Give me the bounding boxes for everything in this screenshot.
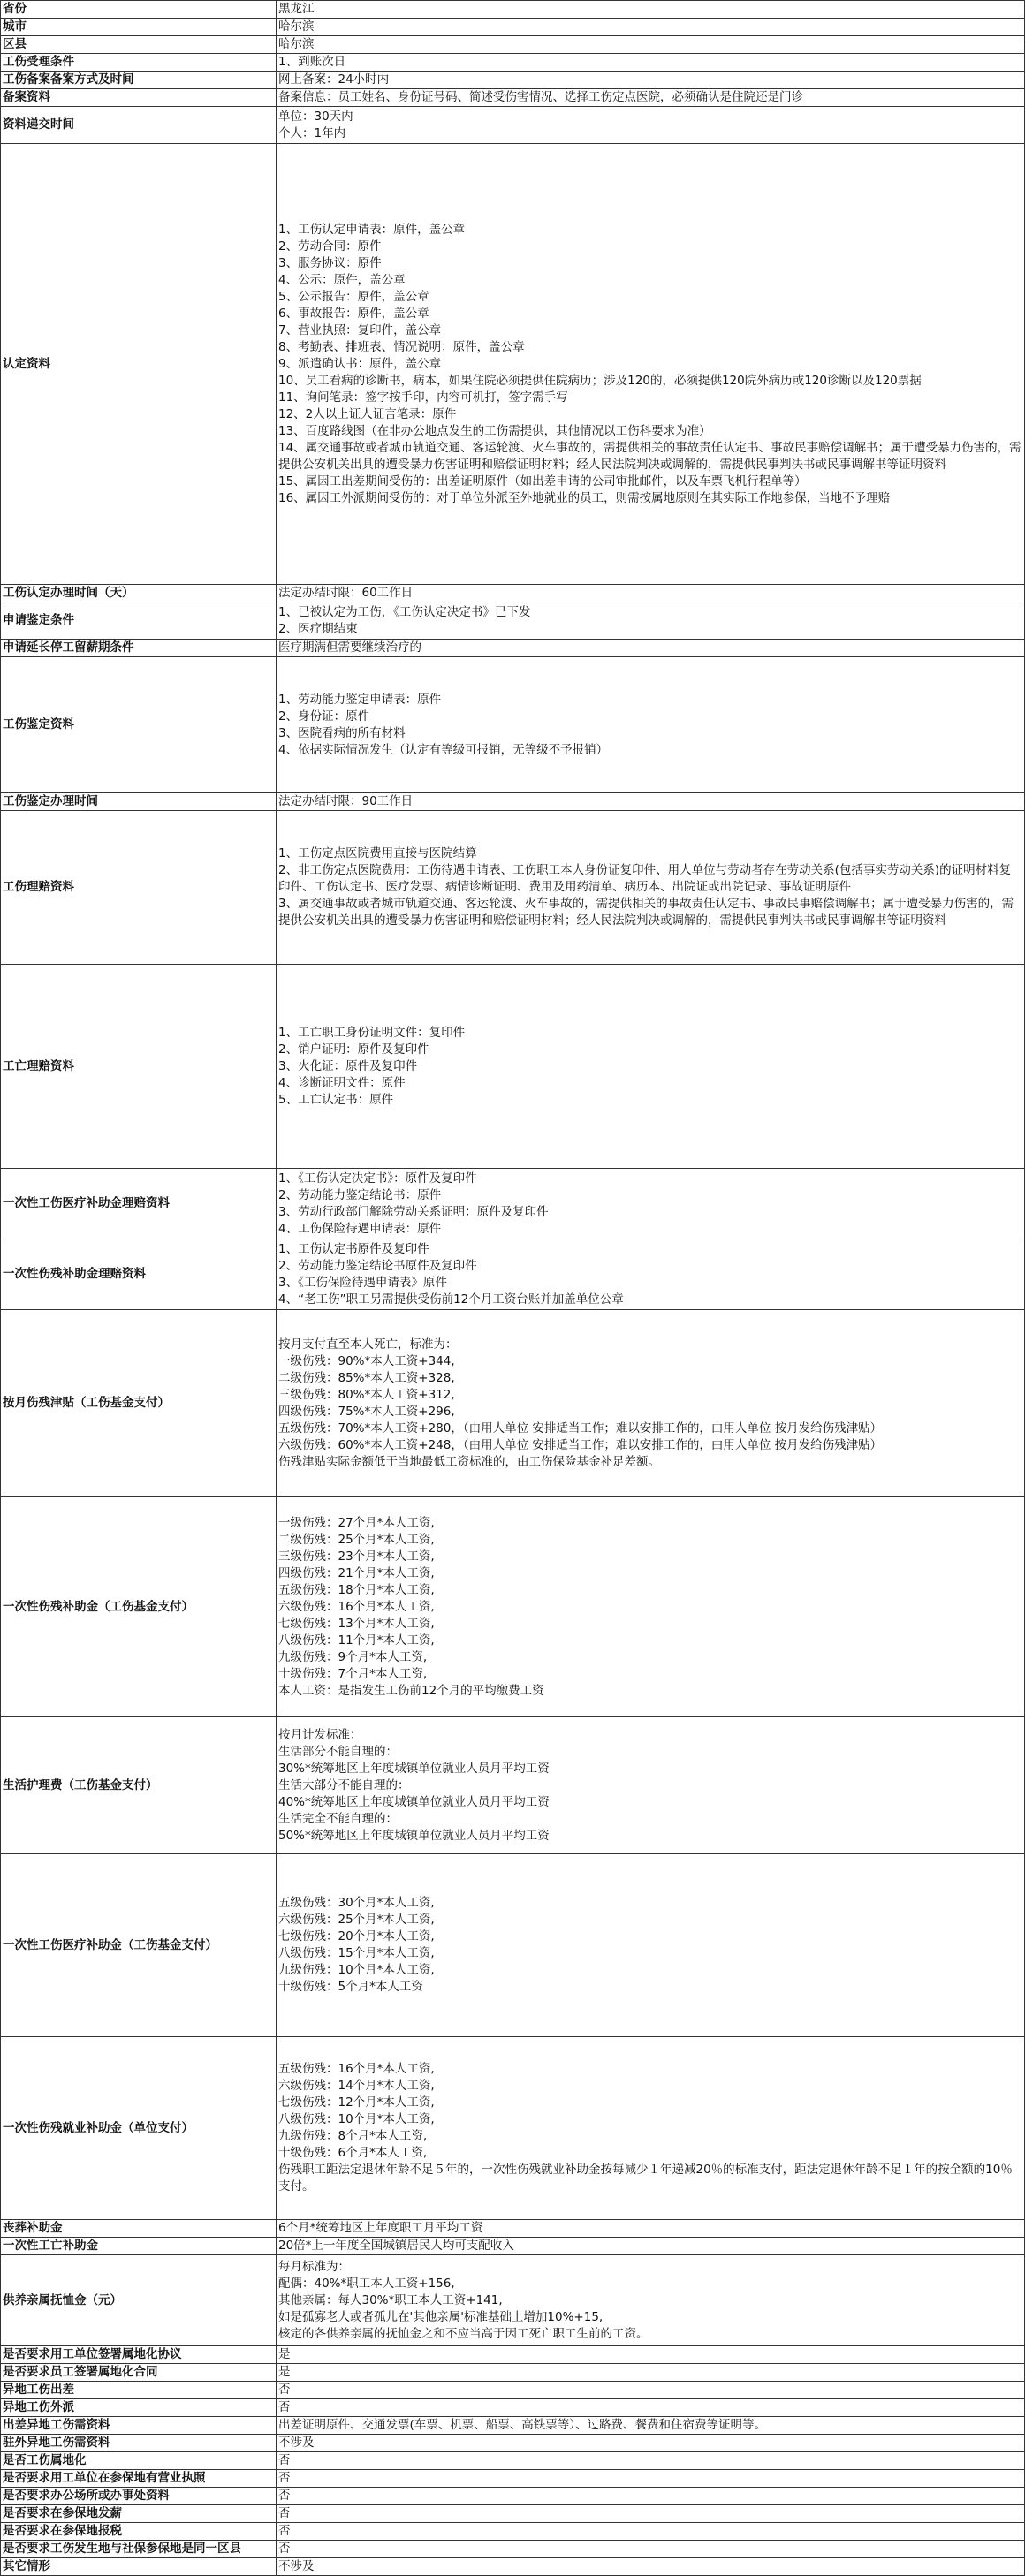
row-value bbox=[277, 36, 1025, 54]
value-line: 4、工伤保险待遇申请表：原件 bbox=[278, 1221, 442, 1236]
value-line: 3、服务协议：原件 bbox=[278, 255, 382, 270]
row-key: 出差异地工伤需资料 bbox=[1, 2417, 277, 2435]
value-line: 40%*统筹地区上年度城镇单位就业人员月平均工资 bbox=[278, 1794, 550, 1809]
row-key: 资料递交时间 bbox=[1, 107, 277, 144]
table-row bbox=[1, 585, 1025, 602]
value-line: 否 bbox=[278, 2542, 291, 2556]
row-value bbox=[277, 1169, 1025, 1239]
value-line: 15、属因工出差期间受伤的：出差证明原件（如出差申请的公司审批邮件，以及车票飞机行程单等） bbox=[278, 474, 807, 489]
row-value bbox=[277, 1854, 1025, 2037]
value-line: 14、属交通事故或者城市轨道交通、客运轮渡、火车事故的，需提供相关的事故责任认定书、事故民事赔偿调解书；属于遭受暴力伤害的，需提供公安机关出具的遭受暴力伤害证明和赔偿证明材料；经人民法院判决或调解的，需提供民事判决书或民事调解书等证明资料 bbox=[278, 440, 1021, 472]
value-line: 十级伤残：7个月*本人工资, bbox=[278, 1666, 428, 1681]
row-key: 丧葬补助金 bbox=[1, 2220, 277, 2238]
row-value bbox=[277, 793, 1025, 811]
value-line: 9、派遣确认书：原件，盖公章 bbox=[278, 356, 442, 371]
table-row bbox=[1, 54, 1025, 72]
row-value bbox=[277, 2505, 1025, 2523]
value-line: 十级伤残：6个月*本人工资, bbox=[278, 2146, 428, 2160]
value-line: 七级伤残：13个月*本人工资, bbox=[278, 1616, 435, 1631]
row-key: 一次性伤残补助金理赔资料 bbox=[1, 1239, 277, 1310]
value-line: 否 bbox=[278, 2489, 291, 2503]
table-row bbox=[1, 2399, 1025, 2417]
table-row bbox=[1, 2505, 1025, 2523]
row-key: 是否要求在参保地报税 bbox=[1, 2523, 277, 2541]
value-line: 哈尔滨 bbox=[278, 37, 315, 51]
row-key: 其它情形 bbox=[1, 2558, 277, 2576]
table-row bbox=[1, 2470, 1025, 2488]
value-line: 不涉及 bbox=[278, 2436, 315, 2450]
value-line: 四级伤残：75%*本人工资+296, bbox=[278, 1404, 455, 1419]
value-line: 5、工亡认定书：原件 bbox=[278, 1092, 394, 1107]
row-value bbox=[277, 72, 1025, 89]
row-key: 是否工伤属地化 bbox=[1, 2452, 277, 2470]
table-row bbox=[1, 144, 1025, 585]
value-line: 4、“老工伤”职工另需提供受伤前12个月工资台账并加盖单位公章 bbox=[278, 1292, 624, 1307]
value-line: 3、《工伤保险待遇申请表》原件 bbox=[278, 1275, 447, 1290]
value-line: 2、劳动能力鉴定结论书原件及复印件 bbox=[278, 1258, 477, 1273]
row-key: 一次性伤残补助金（工伤基金支付） bbox=[1, 1497, 277, 1717]
table-row bbox=[1, 2558, 1025, 2576]
table-row bbox=[1, 72, 1025, 89]
row-value bbox=[277, 54, 1025, 72]
value-line: 1、劳动能力鉴定申请表：原件 bbox=[278, 692, 442, 707]
value-line: 按月支付直至本人死亡，标准为： bbox=[278, 1337, 458, 1352]
value-line: 4、诊断证明文件：原件 bbox=[278, 1075, 406, 1090]
table-row bbox=[1, 1497, 1025, 1717]
table-row bbox=[1, 2238, 1025, 2255]
value-line: 本人工资：是指发生工伤前12个月的平均缴费工资 bbox=[278, 1683, 544, 1698]
value-line: 八级伤残：11个月*本人工资, bbox=[278, 1633, 435, 1648]
row-key: 区县 bbox=[1, 36, 277, 54]
row-key: 一次性工亡补助金 bbox=[1, 2238, 277, 2255]
value-line: 3、劳动行政部门解除劳动关系证明：原件及复印件 bbox=[278, 1204, 549, 1219]
value-line: 六级伤残：25个月*本人工资, bbox=[278, 1913, 435, 1927]
row-value bbox=[277, 2435, 1025, 2452]
row-key: 省份 bbox=[1, 1, 277, 19]
value-line: 8、考勤表、排班表、情况说明：原件，盖公章 bbox=[278, 339, 525, 354]
table-row bbox=[1, 19, 1025, 36]
value-line: 黑龙江 bbox=[278, 2, 315, 16]
value-line: 生活大部分不能自理的： bbox=[278, 1777, 410, 1792]
row-value bbox=[277, 657, 1025, 793]
value-line: 法定办结时限：60工作日 bbox=[278, 586, 414, 600]
table-row bbox=[1, 2417, 1025, 2435]
value-line: 配偶：40%*职工本人工资+156, bbox=[278, 2276, 455, 2291]
value-line: 三级伤残：80%*本人工资+312, bbox=[278, 1387, 455, 1402]
value-line: 五级伤残：16个月*本人工资, bbox=[278, 2062, 435, 2076]
table-row bbox=[1, 793, 1025, 811]
value-line: 出差证明原件、交通发票(车票、机票、船票、高铁票等）、过路费、餐费和住宿费等证明等。 bbox=[278, 2418, 767, 2432]
row-key: 工伤认定办理时间（天） bbox=[1, 585, 277, 602]
value-line: 七级伤残：20个月*本人工资, bbox=[278, 1929, 435, 1943]
value-line: 每月标准为： bbox=[278, 2259, 350, 2274]
value-line: 2、非工伤定点医院费用：工伤待遇申请表、工伤职工本人身份证复印件、用人单位与劳动者存在劳动关系(包括事实劳动关系)的证明材料复印件、工伤认定书、医疗发票、病情诊断证明、费用及用药清单、病历本、出院证或出院记录、事故证明原件 bbox=[278, 863, 1012, 894]
value-line: 伤残职工距法定退休年龄不足５年的，一次性伤残就业补助金按每减少１年递减20％的标准支付，距法定退休年龄不足１年的按全额的10％支付。 bbox=[278, 2163, 1013, 2193]
row-value bbox=[277, 2037, 1025, 2220]
row-key: 供养亲属抚恤金（元） bbox=[1, 2255, 277, 2346]
row-key: 工伤备案备案方式及时间 bbox=[1, 72, 277, 89]
row-key: 工伤理赔资料 bbox=[1, 811, 277, 965]
row-value bbox=[277, 640, 1025, 657]
value-line: 其他亲属：每人30%*职工本人工资+141, bbox=[278, 2292, 503, 2307]
row-key: 是否要求工伤发生地与社保参保地是同一区县 bbox=[1, 2541, 277, 2558]
value-line: 哈尔滨 bbox=[278, 19, 315, 34]
value-line: 否 bbox=[278, 2524, 291, 2538]
value-line: 生活完全不能自理的： bbox=[278, 1811, 398, 1826]
row-key: 按月伤残津贴（工伤基金支付） bbox=[1, 1310, 277, 1497]
row-key: 是否要求员工签署属地化合同 bbox=[1, 2364, 277, 2382]
row-value bbox=[277, 2346, 1025, 2364]
row-key: 一次性工伤医疗补助金（工伤基金支付） bbox=[1, 1854, 277, 2037]
value-line: 否 bbox=[278, 2400, 291, 2414]
value-line: 四级伤残：21个月*本人工资, bbox=[278, 1565, 435, 1580]
table-row bbox=[1, 89, 1025, 107]
value-line: 2、劳动能力鉴定结论书：原件 bbox=[278, 1187, 442, 1202]
table-row bbox=[1, 640, 1025, 657]
value-line: 1、工伤认定书原件及复印件 bbox=[278, 1241, 429, 1256]
row-value bbox=[277, 1239, 1025, 1310]
value-line: 否 bbox=[278, 2506, 291, 2520]
table-row bbox=[1, 1169, 1025, 1239]
value-line: 6个月*统筹地区上年度职工月平均工资 bbox=[278, 2221, 483, 2235]
row-value bbox=[277, 965, 1025, 1169]
value-line: 如是孤寡老人或者孤儿在'其他亲属'标准基础上增加10%+15, bbox=[278, 2309, 604, 2324]
value-line: 11、询问笔录：签字按手印，内容可机打，签字需手写 bbox=[278, 390, 568, 405]
row-key: 申请延长停工留薪期条件 bbox=[1, 640, 277, 657]
row-value bbox=[277, 2238, 1025, 2255]
value-line: 13、百度路线图（在非办公地点发生的工伤需提供，其他情况以工伤科要求为准） bbox=[278, 423, 711, 438]
row-key: 工亡理赔资料 bbox=[1, 965, 277, 1169]
row-value bbox=[277, 89, 1025, 107]
value-line: 一级伤残：90%*本人工资+344, bbox=[278, 1353, 455, 1368]
row-value bbox=[277, 2382, 1025, 2399]
row-value bbox=[277, 144, 1025, 585]
table-row bbox=[1, 2435, 1025, 2452]
table-row bbox=[1, 2220, 1025, 2238]
value-line: 3、医院看病的所有材料 bbox=[278, 725, 406, 740]
value-line: 2、医疗期结束 bbox=[278, 621, 358, 636]
value-line: 备案信息：员工姓名、身份证号码、简述受伤害情况、选择工伤定点医院，必须确认是住院还是门诊 bbox=[278, 90, 803, 104]
value-line: 医疗期满但需要继续治疗的 bbox=[278, 640, 421, 655]
value-line: 12、2人以上证人证言笔录：原件 bbox=[278, 406, 457, 421]
value-line: 核定的各供养亲属的抚恤金之和不应当高于因工死亡职工生前的工资。 bbox=[278, 2326, 649, 2341]
value-line: 网上备案：24小时内 bbox=[278, 72, 390, 87]
value-line: 7、营业执照：复印件，盖公章 bbox=[278, 322, 442, 337]
row-key: 工伤受理条件 bbox=[1, 54, 277, 72]
row-key: 异地工伤出差 bbox=[1, 2382, 277, 2399]
value-line: 六级伤残：16个月*本人工资, bbox=[278, 1599, 435, 1614]
table-row bbox=[1, 1717, 1025, 1854]
row-key: 一次性工伤医疗补助金理赔资料 bbox=[1, 1169, 277, 1239]
value-line: 2、劳动合同：原件 bbox=[278, 239, 382, 254]
value-line: 五级伤残：30个月*本人工资, bbox=[278, 1896, 435, 1910]
table-row bbox=[1, 2364, 1025, 2382]
value-line: 16、属因工外派期间受伤的：对于单位外派至外地就业的员工，则需按属地原则在其实际工作地参保，当地不予理赔 bbox=[278, 490, 891, 505]
value-line: 是 bbox=[278, 2347, 291, 2361]
value-line: 1、已被认定为工伤，《工伤认定决定书》已下发 bbox=[278, 604, 531, 619]
value-line: 九级伤残：8个月*本人工资, bbox=[278, 2129, 428, 2143]
row-value bbox=[277, 585, 1025, 602]
value-line: 20倍*上一年度全国城镇居民人均可支配收入 bbox=[278, 2239, 514, 2253]
table-row bbox=[1, 657, 1025, 793]
value-line: 10、员工看病的诊断书，病本，如果住院必须提供住院病历；涉及120的，必须提供120院外病历或120诊断以及120票据 bbox=[278, 373, 922, 388]
row-key: 异地工伤外派 bbox=[1, 2399, 277, 2417]
row-value bbox=[277, 602, 1025, 640]
table-row bbox=[1, 2037, 1025, 2220]
value-line: 1、工伤定点医院费用直接与医院结算 bbox=[278, 846, 477, 860]
table-row bbox=[1, 2346, 1025, 2364]
value-line: 6、事故报告：原件，盖公章 bbox=[278, 306, 429, 321]
row-value bbox=[277, 1310, 1025, 1497]
value-line: 法定办结时限：90工作日 bbox=[278, 794, 414, 808]
value-line: 2、身份证：原件 bbox=[278, 708, 370, 724]
table-body bbox=[1, 1, 1025, 2576]
value-line: 五级伤残：18个月*本人工资, bbox=[278, 1582, 435, 1597]
value-line: 2、销户证明：原件及复印件 bbox=[278, 1042, 429, 1057]
row-key: 是否要求用工单位签署属地化协议 bbox=[1, 2346, 277, 2364]
value-line: 六级伤残：60%*本人工资+248，（由用人单位 安排适当工作；难以安排工作的，由用人单位 按月发给伤残津贴） bbox=[278, 1437, 883, 1452]
row-value bbox=[277, 1, 1025, 19]
value-line: 1、《工伤认定决定书》：原件及复印件 bbox=[278, 1171, 477, 1186]
value-line: 否 bbox=[278, 2471, 291, 2485]
table-row bbox=[1, 1239, 1025, 1310]
row-value bbox=[277, 2558, 1025, 2576]
value-line: 单位：30天内 bbox=[278, 109, 353, 124]
table-row bbox=[1, 2523, 1025, 2541]
value-line: 二级伤残：25个月*本人工资, bbox=[278, 1532, 435, 1547]
row-value bbox=[277, 2488, 1025, 2505]
value-line: 九级伤残：10个月*本人工资, bbox=[278, 1963, 435, 1977]
row-key: 驻外异地工伤需资料 bbox=[1, 2435, 277, 2452]
value-line: 是 bbox=[278, 2365, 291, 2379]
row-value bbox=[277, 2364, 1025, 2382]
row-value bbox=[277, 2541, 1025, 2558]
row-key: 认定资料 bbox=[1, 144, 277, 585]
row-key: 城市 bbox=[1, 19, 277, 36]
row-value bbox=[277, 2452, 1025, 2470]
table-row bbox=[1, 2488, 1025, 2505]
value-line: 否 bbox=[278, 2453, 291, 2467]
value-line: 4、公示：原件，盖公章 bbox=[278, 272, 406, 287]
table-row bbox=[1, 2382, 1025, 2399]
row-value bbox=[277, 1497, 1025, 1717]
value-line: 六级伤残：14个月*本人工资, bbox=[278, 2079, 435, 2093]
table-row bbox=[1, 1, 1025, 19]
row-value bbox=[277, 2399, 1025, 2417]
table-row bbox=[1, 36, 1025, 54]
row-value bbox=[277, 2220, 1025, 2238]
value-line: 二级伤残：85%*本人工资+328, bbox=[278, 1370, 455, 1385]
value-line: 3、火化证：原件及复印件 bbox=[278, 1058, 418, 1073]
table-row bbox=[1, 2541, 1025, 2558]
table-row bbox=[1, 107, 1025, 144]
row-key: 是否要求办公场所或办事处资料 bbox=[1, 2488, 277, 2505]
value-line: 1、工伤认定申请表：原件，盖公章 bbox=[278, 222, 466, 237]
table-row bbox=[1, 965, 1025, 1169]
value-line: 按月计发标准： bbox=[278, 1727, 362, 1742]
value-line: 50%*统筹地区上年度城镇单位就业人员月平均工资 bbox=[278, 1828, 550, 1843]
row-value bbox=[277, 19, 1025, 36]
row-value bbox=[277, 2470, 1025, 2488]
table-row bbox=[1, 2452, 1025, 2470]
row-key: 申请鉴定条件 bbox=[1, 602, 277, 640]
value-line: 1、到账次日 bbox=[278, 55, 346, 69]
value-line: 八级伤残：15个月*本人工资, bbox=[278, 1946, 435, 1960]
value-line: 1、工亡职工身份证明文件：复印件 bbox=[278, 1025, 466, 1040]
row-value bbox=[277, 2417, 1025, 2435]
value-line: 一级伤残：27个月*本人工资, bbox=[278, 1515, 435, 1530]
value-line: 七级伤残：12个月*本人工资, bbox=[278, 2095, 435, 2110]
value-line: 个人：1年内 bbox=[278, 125, 346, 140]
value-line: 生活部分不能自理的： bbox=[278, 1744, 398, 1759]
row-key: 工伤鉴定办理时间 bbox=[1, 793, 277, 811]
value-line: 十级伤残：5个月*本人工资 bbox=[278, 1980, 423, 1994]
row-key: 是否要求用工单位在参保地有营业执照 bbox=[1, 2470, 277, 2488]
row-key: 工伤鉴定资料 bbox=[1, 657, 277, 793]
table-row bbox=[1, 1854, 1025, 2037]
value-line: 五级伤残：70%*本人工资+280，（由用人单位 安排适当工作；难以安排工作的，由用人单位 按月发给伤残津贴） bbox=[278, 1421, 883, 1436]
table-row bbox=[1, 2255, 1025, 2346]
row-key: 是否要求在参保地发薪 bbox=[1, 2505, 277, 2523]
value-line: 4、依据实际情况发生（认定有等级可报销，无等级不予报销） bbox=[278, 742, 609, 757]
value-line: 30%*统筹地区上年度城镇单位就业人员月平均工资 bbox=[278, 1761, 550, 1776]
row-key: 备案资料 bbox=[1, 89, 277, 107]
table-row bbox=[1, 1310, 1025, 1497]
value-line: 不涉及 bbox=[278, 2559, 315, 2573]
row-key: 一次性伤残就业补助金（单位支付） bbox=[1, 2037, 277, 2220]
row-value bbox=[277, 1717, 1025, 1854]
row-key: 生活护理费（工伤基金支付） bbox=[1, 1717, 277, 1854]
value-line: 伤残津贴实际金额低于当地最低工资标准的，由工伤保险基金补足差额。 bbox=[278, 1454, 660, 1469]
value-line: 否 bbox=[278, 2383, 291, 2397]
row-value bbox=[277, 2255, 1025, 2346]
row-value bbox=[277, 2523, 1025, 2541]
value-line: 九级伤残：9个月*本人工资, bbox=[278, 1649, 428, 1664]
value-line: 5、公示报告：原件，盖公章 bbox=[278, 289, 429, 304]
value-line: 八级伤残：10个月*本人工资, bbox=[278, 2112, 435, 2126]
value-line: 3、属交通事故或者城市轨道交通、客运轮渡、火车事故的，需提供相关的事故责任认定书、事故民事赔偿调解书；属于遭受暴力伤害的，需提供公安机关出具的遭受暴力伤害证明和赔偿证明材料；经人民法院判决或调解的，需提供民事判决书或民事调解书等证明资料 bbox=[278, 897, 1014, 928]
value-line: 三级伤残：23个月*本人工资, bbox=[278, 1549, 435, 1564]
row-value bbox=[277, 107, 1025, 144]
table-row bbox=[1, 811, 1025, 965]
table-row bbox=[1, 602, 1025, 640]
row-value bbox=[277, 811, 1025, 965]
